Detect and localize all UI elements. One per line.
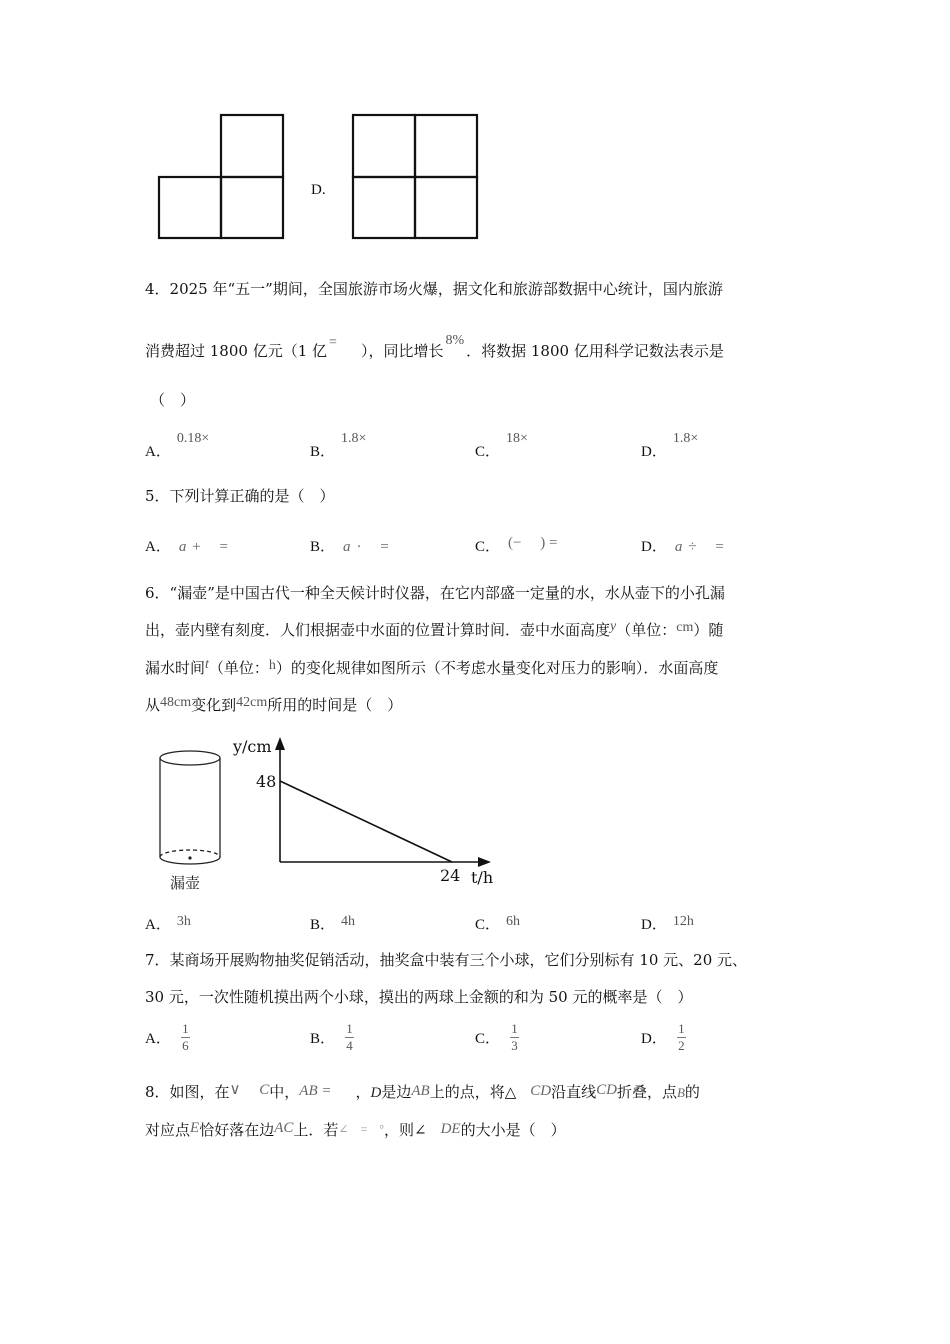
option-letter: A． bbox=[145, 917, 171, 933]
text: ，则∠ bbox=[384, 1121, 427, 1139]
unit-cm: cm bbox=[676, 620, 694, 635]
q4-number: 4． bbox=[145, 280, 170, 298]
q5-stem: 5．下列计算正确的是（ ） bbox=[145, 487, 335, 505]
text: 漏水时间 bbox=[145, 659, 206, 677]
q7-stem-line1: 7．某商场开展购物抽奖促销活动，抽奖盒中装有三个小球，它们分别标有 10 元、20 元、 bbox=[145, 951, 748, 969]
text: 上的点，将△ bbox=[429, 1083, 517, 1101]
chart-y-tick-48: 48 bbox=[256, 772, 277, 791]
option-value: 1.8× bbox=[341, 431, 367, 446]
math-expr: ÷ = bbox=[688, 539, 724, 555]
math-var: a bbox=[178, 539, 187, 555]
q4-line2-c: ．将数据 1800 亿用科学记数法表示是 bbox=[466, 342, 724, 360]
q4-equals: = bbox=[329, 335, 337, 350]
text: （单位： bbox=[616, 621, 677, 639]
q6-option-c[interactable] bbox=[475, 913, 520, 934]
q6-option-b[interactable] bbox=[310, 913, 355, 934]
line-cd: CD bbox=[596, 1082, 617, 1098]
q7-stem-line2: 30 元，一次性随机摸出两个小球，摸出的两球上金额的和为 50 元的概率是（ ） bbox=[145, 988, 693, 1006]
text: 对应点 bbox=[145, 1121, 191, 1139]
text: ）的变化规律如图所示（不考虑水量变化对压力的影响）．水面高度 bbox=[275, 659, 719, 677]
text: 的大小是（ ） bbox=[460, 1121, 566, 1139]
option-letter: D． bbox=[641, 444, 667, 460]
option-letter: C． bbox=[475, 1031, 501, 1047]
side-ac: AC bbox=[274, 1120, 294, 1136]
q4-line2-b: ），同比增长 bbox=[360, 342, 444, 360]
unit-h: h bbox=[268, 658, 276, 673]
triangle-abc: ∨ C bbox=[229, 1082, 270, 1098]
text: 恰好落在边 bbox=[199, 1121, 275, 1139]
math-var: a bbox=[343, 539, 351, 555]
option-value: 12h bbox=[672, 914, 694, 929]
option-letter: D． bbox=[641, 917, 667, 933]
text: 的 bbox=[684, 1083, 700, 1101]
fraction bbox=[345, 1022, 354, 1053]
segment-ab: AB bbox=[411, 1083, 430, 1099]
point-b: B bbox=[676, 1085, 685, 1100]
q7-option-a[interactable] bbox=[145, 1022, 190, 1053]
q6-stem-line1: 6．“漏壶”是中国古代一种全天候计时仪器，在它内部盛一定量的水，水从壶下的小孔漏 bbox=[145, 584, 725, 602]
angle-given: ∠ = ° bbox=[338, 1122, 385, 1136]
chart-x-axis-label: t/h bbox=[471, 868, 494, 887]
text: 所用的时间是（ ） bbox=[267, 696, 403, 714]
text: 折叠，点 bbox=[616, 1083, 677, 1101]
option-letter: B． bbox=[310, 444, 336, 460]
q6-options bbox=[145, 913, 825, 935]
numerator: 1 bbox=[182, 1021, 189, 1036]
text: 变化到 bbox=[191, 696, 237, 714]
option-value: 3h bbox=[176, 914, 191, 929]
option-value: 4h bbox=[341, 914, 356, 929]
text: 8．如图，在 bbox=[145, 1083, 230, 1101]
option-d-label: D. bbox=[311, 182, 326, 198]
option-letter: C． bbox=[475, 917, 501, 933]
var-t: t bbox=[205, 657, 209, 672]
value-42cm: 42cm bbox=[236, 695, 268, 710]
numerator: 1 bbox=[511, 1021, 518, 1036]
option-value: 1.8× bbox=[672, 431, 699, 446]
text: 沿直线 bbox=[551, 1083, 597, 1101]
q8-stem-line2 bbox=[145, 1121, 566, 1140]
q6-option-a[interactable] bbox=[145, 913, 191, 934]
option-value: 18× bbox=[506, 431, 528, 446]
ab-equals: AB = bbox=[299, 1083, 332, 1099]
math-var: a bbox=[674, 539, 683, 555]
fraction bbox=[181, 1022, 190, 1053]
denominator: 2 bbox=[678, 1038, 685, 1053]
numerator: 1 bbox=[346, 1021, 353, 1036]
point-e: E bbox=[190, 1120, 200, 1136]
denominator: 3 bbox=[511, 1038, 518, 1053]
triangle-bcd: CD bbox=[530, 1083, 552, 1099]
option-letter: D． bbox=[641, 539, 667, 555]
text: （单位： bbox=[208, 659, 269, 677]
q6-option-d[interactable] bbox=[641, 913, 694, 934]
text: 从 bbox=[145, 696, 161, 714]
fraction bbox=[510, 1022, 519, 1053]
value-48cm: 48cm bbox=[160, 695, 192, 710]
option-letter: A． bbox=[145, 539, 171, 555]
angle-cde: DE bbox=[440, 1121, 461, 1137]
text: 上．若 bbox=[293, 1121, 339, 1139]
option-value: 0.18× bbox=[176, 431, 210, 446]
q7-option-c[interactable] bbox=[475, 1022, 519, 1053]
math-expr: · = bbox=[356, 539, 389, 555]
option-letter: A． bbox=[145, 1031, 171, 1047]
chart-y-axis-label: y/cm bbox=[233, 737, 272, 756]
q7-option-b[interactable] bbox=[310, 1022, 354, 1053]
denominator: 4 bbox=[346, 1038, 353, 1053]
var-y: y bbox=[610, 619, 617, 634]
option-letter: D． bbox=[641, 1031, 667, 1047]
math-expr: (− ) = bbox=[508, 535, 558, 551]
text: ， bbox=[355, 1083, 371, 1101]
q8-stem-line1 bbox=[145, 1083, 700, 1102]
q4-percent: 8% bbox=[445, 333, 465, 348]
option-letter: C． bbox=[475, 539, 501, 555]
option-letter: B． bbox=[310, 539, 336, 555]
text: 中， bbox=[269, 1083, 300, 1101]
q7-options bbox=[145, 1022, 825, 1062]
text: 是边 bbox=[381, 1083, 412, 1101]
text: ）随 bbox=[693, 621, 724, 639]
option-letter: B． bbox=[310, 1031, 336, 1047]
text: 出，壶内壁有刻度．人们根据壶中水面的位置计算时间．壶中水面高度 bbox=[145, 621, 611, 639]
option-letter: B． bbox=[310, 917, 336, 933]
q4-line2-a: 消费超过 1800 亿元（1 亿 bbox=[145, 342, 328, 360]
math-expr: + = bbox=[192, 539, 229, 555]
q4-line1-text: 2025 年“五一”期间，全国旅游市场火爆，据文化和旅游部数据中心统计，国内旅游 bbox=[169, 280, 723, 298]
option-letter: A． bbox=[145, 444, 171, 460]
option-letter: C． bbox=[475, 444, 501, 460]
point-d: D bbox=[370, 1085, 382, 1101]
denominator: 6 bbox=[182, 1038, 189, 1053]
numerator: 1 bbox=[678, 1021, 685, 1036]
option-value: 6h bbox=[506, 914, 521, 929]
vessel-label: 漏壶 bbox=[170, 874, 201, 892]
chart-x-tick-24: 24 bbox=[440, 866, 461, 885]
q7-option-d[interactable] bbox=[641, 1022, 686, 1053]
fraction bbox=[677, 1022, 686, 1053]
q4-answer-blank: （ ） bbox=[150, 391, 196, 409]
